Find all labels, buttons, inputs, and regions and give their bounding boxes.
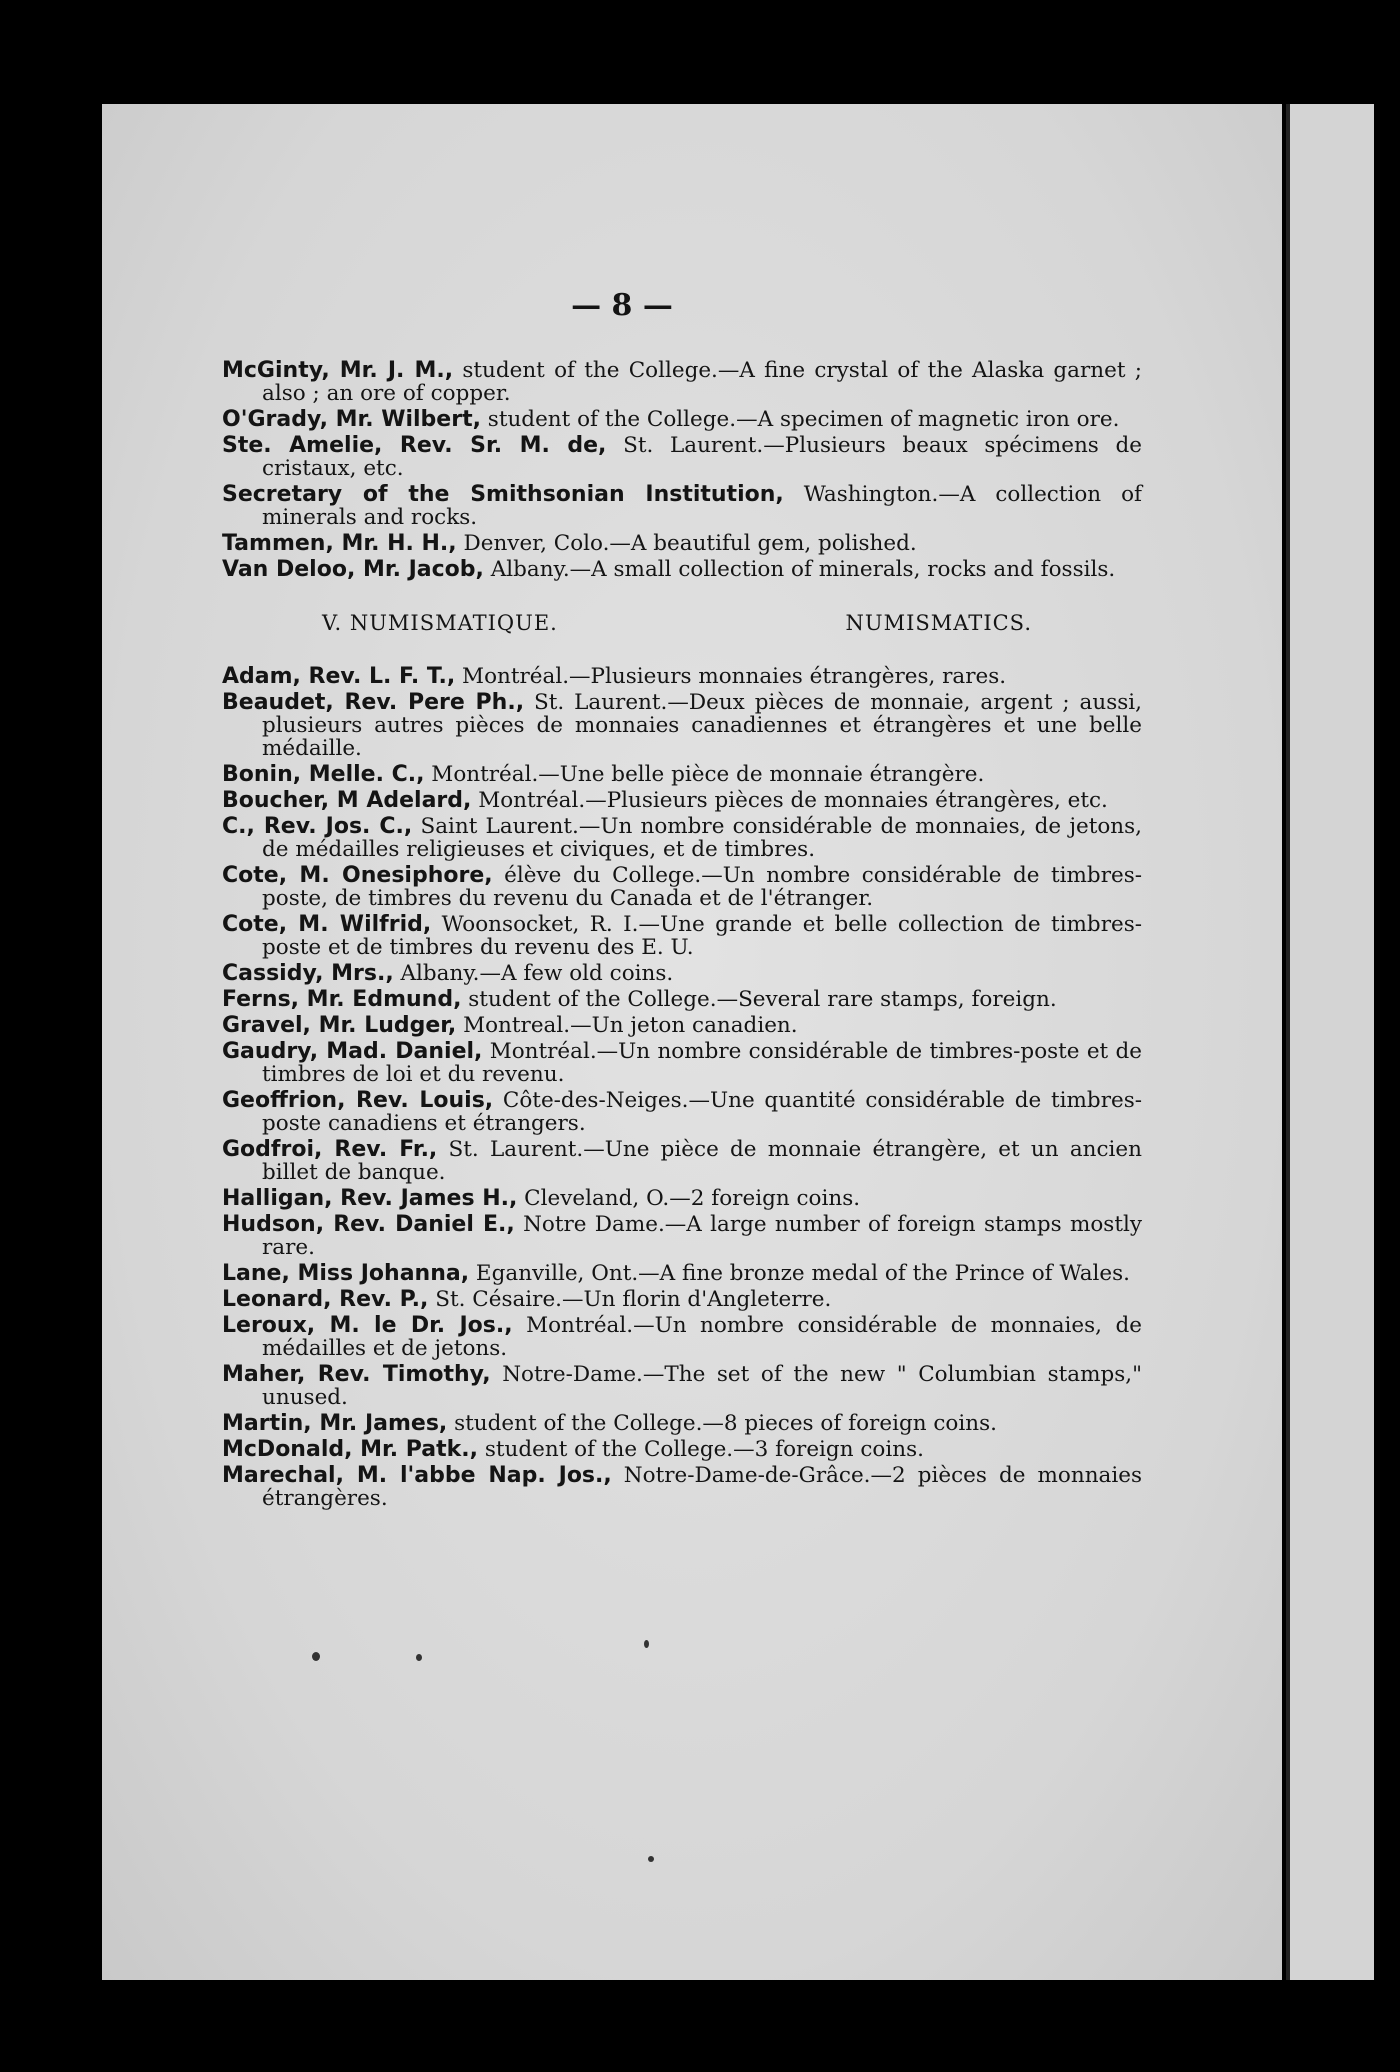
donation-description: Montreal.—Un jeton canadien.	[456, 1013, 798, 1038]
donation-description: Albany.—A few old coins.	[393, 961, 674, 986]
donation-description: Cleveland, O.—2 foreign coins.	[517, 1186, 861, 1211]
donor-entry	[222, 1089, 1142, 1135]
donation-description: student of the College.—Several rare stamps, foreign.	[461, 987, 1057, 1012]
donation-description: Montréal.—Plusieurs pièces de monnaies étrangères, etc.	[471, 788, 1108, 813]
donor-name: O'Grady, Mr. Wilbert,	[222, 407, 481, 432]
donor-name: Godfroi, Rev. Fr.,	[222, 1137, 438, 1162]
ink-speck	[648, 1856, 654, 1862]
donor-name: Leroux, M. le Dr. Jos.,	[222, 1313, 513, 1338]
donor-entry	[222, 864, 1142, 910]
donor-entry	[222, 988, 1142, 1011]
donor-name: Cote, M. Onesiphore,	[222, 863, 493, 888]
donor-name: Boucher, M Adelard,	[222, 788, 472, 813]
donation-description: St. Laurent.—Une pièce de monnaie étrangère, et un ancien billet de banque.	[262, 1137, 1142, 1185]
donation-description: student of the College.—A specimen of magnetic iron ore.	[480, 407, 1120, 432]
donor-entry	[222, 1213, 1142, 1259]
donor-entry	[222, 1464, 1142, 1510]
donor-name: Ferns, Mr. Edmund,	[222, 987, 462, 1012]
donor-name: Beaudet, Rev. Pere Ph.,	[222, 690, 525, 715]
donor-name: McGinty, Mr. J. M.,	[222, 358, 454, 383]
donor-entry	[222, 913, 1142, 959]
donor-name: Cassidy, Mrs.,	[222, 961, 394, 986]
donor-entry	[222, 483, 1142, 529]
donor-name: Hudson, Rev. Daniel E.,	[222, 1212, 515, 1237]
donor-entry	[222, 434, 1142, 480]
donor-name: McDonald, Mr. Patk.,	[222, 1437, 478, 1462]
donor-name: Secretary of the Smithsonian Institution,	[222, 482, 784, 507]
donation-description: Notre-Dame-de-Grâce.—2 pièces de monnaies étrangères.	[262, 1463, 1142, 1511]
ink-speck	[312, 1652, 320, 1661]
donation-description: St. Césaire.—Un florin d'Angleterre.	[428, 1287, 832, 1312]
donor-name: Bonin, Melle. C.,	[222, 762, 425, 787]
donation-description: St. Laurent.—Plusieurs beaux spécimens de cristaux, etc.	[262, 433, 1142, 481]
donation-description: Albany.—A small collection of minerals, rocks and fossils.	[483, 557, 1116, 582]
donor-entry	[222, 815, 1142, 861]
donor-name: Marechal, M. l'abbe Nap. Jos.,	[222, 1463, 612, 1488]
donor-entry	[222, 962, 1142, 985]
ink-speck	[416, 1654, 422, 1661]
ink-speck	[644, 1640, 649, 1648]
donor-entry	[222, 691, 1142, 760]
donor-entry	[222, 665, 1142, 688]
donor-entry	[222, 763, 1142, 786]
donor-entry	[222, 408, 1142, 431]
donor-entry	[222, 1014, 1142, 1037]
donor-entry	[222, 359, 1142, 405]
donation-description: Eganville, Ont.—A fine bronze medal of the Prince of Wales.	[469, 1261, 1130, 1286]
donation-description: Notre-Dame.—The set of the new " Columbian stamps," unused.	[262, 1362, 1142, 1410]
donor-name: Martin, Mr. James,	[222, 1411, 448, 1436]
donation-description: student of the College.—A fine crystal of the Alaska garnet ; also ; an ore of copper.	[262, 358, 1142, 406]
donor-entry	[222, 532, 1142, 555]
adjacent-page-edge	[1286, 104, 1374, 1980]
donation-description: Denver, Colo.—A beautiful gem, polished.	[456, 531, 917, 556]
donor-entry	[222, 1262, 1142, 1285]
section-heading-english: NUMISMATICS.	[845, 611, 1032, 635]
donor-entry	[222, 1040, 1142, 1086]
donation-description: Montréal.—Un nombre considérable de monnaies, de médailles et de jetons.	[262, 1313, 1142, 1361]
donor-name: Geoffrion, Rev. Louis,	[222, 1088, 494, 1113]
donor-name: C., Rev. Jos. C.,	[222, 814, 413, 839]
donor-name: Lane, Miss Johanna,	[222, 1261, 470, 1286]
donation-description: St. Laurent.—Deux pièces de monnaie, argent ; aussi, plusieurs autres pièces de monnaies canadiennes et étrangères et une belle médaille.	[262, 690, 1142, 761]
section-heading-french: V. NUMISMATIQUE.	[322, 611, 558, 635]
donor-entry	[222, 1187, 1142, 1210]
document-body	[222, 278, 1142, 1513]
donor-name: Van Deloo, Mr. Jacob,	[222, 557, 484, 582]
donation-description: student of the College.—3 foreign coins.	[478, 1437, 924, 1462]
donor-name: Cote, M. Wilfrid,	[222, 912, 432, 937]
donation-description: Montréal.—Plusieurs monnaies étrangères, rares.	[455, 664, 1007, 689]
donation-description: Montréal.—Un nombre considérable de timbres-poste et de timbres de loi et du revenu.	[262, 1039, 1142, 1087]
mineral-donations-list	[222, 359, 1142, 581]
donor-name: Maher, Rev. Timothy,	[222, 1362, 491, 1387]
donation-description: Notre Dame.—A large number of foreign stamps mostly rare.	[262, 1212, 1142, 1260]
donation-description: student of the College.—8 pieces of foreign coins.	[447, 1411, 997, 1436]
donor-entry	[222, 1412, 1142, 1435]
donation-description: élève du College.—Un nombre considérable de timbres-poste, de timbres du revenu du Canada et de l'étranger.	[262, 863, 1142, 911]
numismatics-donations-list	[222, 665, 1142, 1510]
donor-entry	[222, 1138, 1142, 1184]
donor-name: Tammen, Mr. H. H.,	[222, 531, 457, 556]
donor-entry	[222, 789, 1142, 812]
donation-description: Washington.—A collection of minerals and rocks.	[262, 482, 1142, 530]
donation-description: Woonsocket, R. I.—Une grande et belle collection de timbres-poste et de timbres du revenu des E. U.	[262, 912, 1142, 960]
donor-name: Leonard, Rev. P.,	[222, 1287, 429, 1312]
donor-entry	[222, 558, 1142, 581]
donor-entry	[222, 1363, 1142, 1409]
donor-entry	[222, 1438, 1142, 1461]
donor-entry	[222, 1288, 1142, 1311]
donor-name: Gaudry, Mad. Daniel,	[222, 1039, 483, 1064]
page-number: — 8 —	[571, 288, 673, 323]
donor-name: Halligan, Rev. James H.,	[222, 1186, 518, 1211]
donation-description: Montréal.—Une belle pièce de monnaie étrangère.	[424, 762, 985, 787]
donor-name: Ste. Amelie, Rev. Sr. M. de,	[222, 433, 607, 458]
donation-description: Saint Laurent.—Un nombre considérable de monnaies, de jetons, de médailles religieuses et civiques, et de timbres.	[262, 814, 1143, 862]
donor-name: Gravel, Mr. Ludger,	[222, 1013, 457, 1038]
donor-name: Adam, Rev. L. F. T.,	[222, 664, 456, 689]
section-heading	[222, 611, 1142, 635]
donation-description: Côte-des-Neiges.—Une quantité considérable de timbres-poste canadiens et étrangers.	[262, 1088, 1142, 1136]
donor-entry	[222, 1314, 1142, 1360]
